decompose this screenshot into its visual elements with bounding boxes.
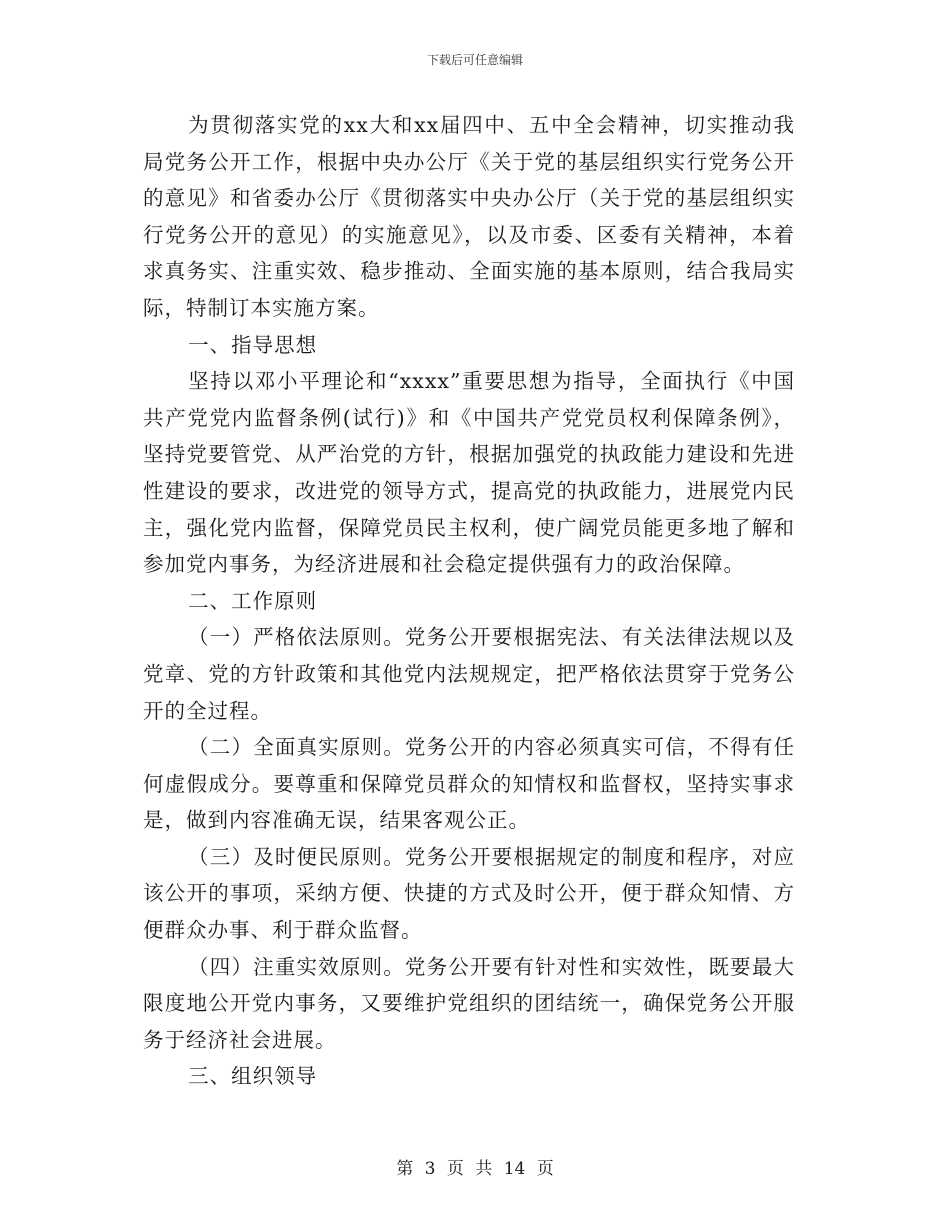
section-heading-work-principles: 二、工作原则 xyxy=(188,588,318,613)
guiding-ideology-paragraph: 坚持以邓小平理论和“xxxx”重要思想为指导，全面执行《中国共产党党内监督条例(试行)》和《中国共产党党员权利保障条例》，坚持党要管党、从严治党的方针，根据加强党的执政能力建设和先进性建设的要求，改进党的领导方式，提高党的执政能力，进展党内民主，强化党内监督，保障党员民主权利，使广阔党员能更多地了解和参加党内事务，为经济进展和社会稳定提供强有力的政治保障。 xyxy=(143,369,795,577)
section-heading-guiding-ideology: 一、指导思想 xyxy=(188,332,318,357)
principle-paragraph-1: （一）严格依法原则。党务公开要根据宪法、有关法律法规以及党章、党的方针政策和其他党内法规规定，把严格依法贯穿于党务公开的全过程。 xyxy=(143,625,795,723)
page-header: 下载后可任意编辑 xyxy=(426,53,523,67)
intro-paragraph: 为贯彻落实党的xx大和xx届四中、五中全会精神，切实推动我局党务公开工作，根据中央办公厅《关于党的基层组织实行党务公开的意见》和省委办公厅《贯彻落实中央办公厅（关于党的基层组织实行党务公开的意见）的实施意见》，以及市委、区委有关精神，本着求真务实、注重实效、稳步推动、全面实施的基本原则，结合我局实际，特制订本实施方案。 xyxy=(143,113,795,320)
principle-paragraph-3: （三）及时便民原则。党务公开要根据规定的制度和程序，对应该公开的事项，采纳方便、快捷的方式及时公开，便于群众知情、方便群众办事、利于群众监督。 xyxy=(143,844,795,943)
document-body xyxy=(143,107,795,1095)
section-heading-organization: 三、组织领导 xyxy=(188,1064,318,1089)
principle-paragraph-4: （四）注重实效原则。党务公开要有针对性和实效性，既要最大限度地公开党内事务，又要维护党组织的团结统一，确保党务公开服务于经济社会进展。 xyxy=(143,954,795,1052)
principle-paragraph-2: （二）全面真实原则。党务公开的内容必须真实可信，不得有任何虚假成分。要尊重和保障党员群众的知情权和监督权，坚持实事求是，做到内容准确无误，结果客观公正。 xyxy=(143,735,795,833)
page-footer: 第 3 页 共 14 页 xyxy=(396,1159,554,1179)
